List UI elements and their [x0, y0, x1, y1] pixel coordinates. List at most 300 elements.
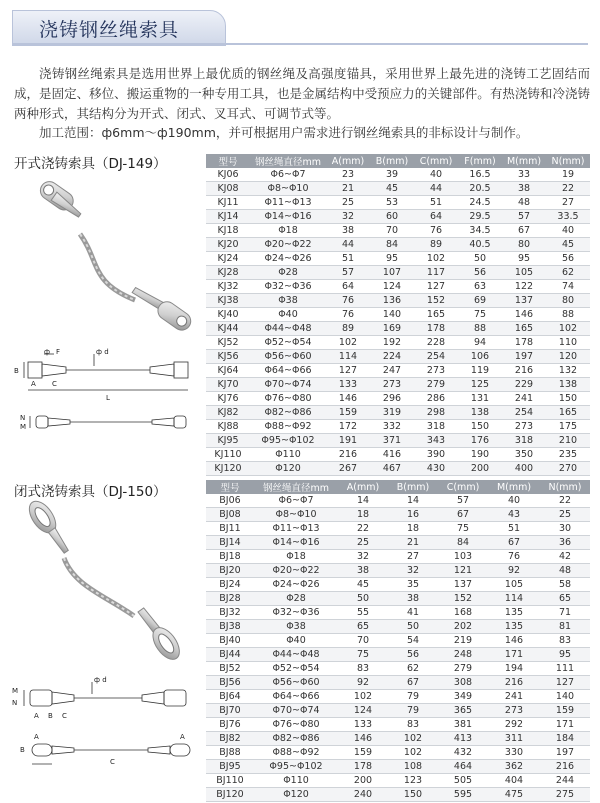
open-table-cell: Φ56~Φ60: [250, 350, 326, 364]
closed-table-row: [206, 648, 590, 662]
open-table-cell: 138: [458, 406, 502, 420]
closed-table-cell: 105: [488, 578, 540, 592]
open-table-cell: 39: [370, 168, 414, 182]
closed-table-cell: 83: [338, 662, 388, 676]
open-table-cell: 192: [370, 336, 414, 350]
closed-table-cell: 159: [540, 704, 590, 718]
closed-header-cell: 型号: [206, 480, 254, 494]
closed-table-cell: 62: [388, 662, 438, 676]
open-table-cell: KJ08: [206, 182, 250, 196]
open-table-cell: Φ11~Φ13: [250, 196, 326, 210]
open-table-cell: Φ14~Φ16: [250, 210, 326, 224]
closed-table-cell: 67: [488, 536, 540, 550]
open-table-cell: 20.5: [458, 182, 502, 196]
open-table-row: [206, 266, 590, 280]
closed-table-cell: 311: [488, 732, 540, 746]
closed-table-cell: 240: [338, 788, 388, 802]
closed-table-row: [206, 508, 590, 522]
closed-table-cell: Φ95~Φ102: [254, 760, 338, 774]
open-table-cell: 80: [546, 294, 590, 308]
open-table-row: [206, 182, 590, 196]
open-table-cell: 197: [502, 350, 546, 364]
closed-table-cell: 381: [438, 718, 488, 732]
closed-section-title: 闭式浇铸索具（DJ-150）: [14, 484, 167, 500]
closed-table-cell: 70: [338, 634, 388, 648]
open-table-cell: 21: [326, 182, 370, 196]
closed-table-cell: 56: [388, 648, 438, 662]
closed-table-cell: 75: [438, 522, 488, 536]
open-table-cell: 273: [414, 364, 458, 378]
open-table-row: [206, 168, 590, 182]
open-table-cell: 200: [458, 462, 502, 476]
open-table-cell: KJ14: [206, 210, 250, 224]
open-table-cell: 416: [370, 448, 414, 462]
closed-table-cell: BJ32: [206, 606, 254, 620]
closed-table-cell: 71: [540, 606, 590, 620]
closed-table-cell: Φ18: [254, 550, 338, 564]
open-table-row: [206, 448, 590, 462]
open-table-cell: 22: [546, 182, 590, 196]
closed-table-cell: 79: [388, 704, 438, 718]
closed-table-cell: 102: [338, 690, 388, 704]
open-table-cell: 105: [502, 266, 546, 280]
closed-table-cell: 475: [488, 788, 540, 802]
open-table-cell: 70: [370, 224, 414, 238]
closed-table-cell: 103: [438, 550, 488, 564]
open-header-cell: N(mm): [546, 154, 590, 168]
open-table-cell: 150: [546, 392, 590, 406]
open-table-cell: KJ06: [206, 168, 250, 182]
closed-table-cell: 83: [388, 718, 438, 732]
open-table-cell: 19: [546, 168, 590, 182]
open-table-cell: Φ8~Φ10: [250, 182, 326, 196]
closed-table-cell: 135: [488, 620, 540, 634]
open-table-cell: 38: [502, 182, 546, 196]
open-table-cell: 64: [414, 210, 458, 224]
closed-table-cell: 121: [438, 564, 488, 578]
open-table-cell: 69: [458, 294, 502, 308]
closed-table-cell: 25: [338, 536, 388, 550]
closed-table-cell: 36: [540, 536, 590, 550]
open-table-row: [206, 322, 590, 336]
open-table-cell: Φ28: [250, 266, 326, 280]
closed-table-row: [206, 564, 590, 578]
closed-table-cell: BJ40: [206, 634, 254, 648]
closed-table-cell: 50: [388, 620, 438, 634]
closed-table-cell: 67: [388, 676, 438, 690]
open-table-cell: 64: [326, 280, 370, 294]
open-table-cell: 40: [414, 168, 458, 182]
open-table-cell: 76: [326, 294, 370, 308]
closed-table-cell: 146: [488, 634, 540, 648]
closed-table-cell: 202: [438, 620, 488, 634]
closed-table-cell: 18: [388, 522, 438, 536]
closed-table-cell: 133: [338, 718, 388, 732]
closed-header-cell: C(mm): [438, 480, 488, 494]
open-socket-top-drawing: [20, 408, 202, 436]
open-table-cell: 84: [370, 238, 414, 252]
closed-table-row: [206, 760, 590, 774]
open-table-cell: Φ6~Φ7: [250, 168, 326, 182]
open-table-cell: 296: [370, 392, 414, 406]
closed-table-cell: 184: [540, 732, 590, 746]
intro-paragraph: 浇铸钢丝绳索具是选用世界上最优质的钢丝绳及高强度锚具，采用世界上最先进的浇铸工艺固结而成，是固定、移位、搬运重物的一种专用工具，也是金属结构中受预应力的关键部件。有热浇铸和冷浇铸两种形式，其结构分为开式、闭式、叉耳式、可调节式等。: [14, 66, 590, 121]
closed-table-cell: 595: [438, 788, 488, 802]
open-header-cell: F(mm): [458, 154, 502, 168]
closed-table-cell: 54: [388, 634, 438, 648]
closed-table-cell: 108: [388, 760, 438, 774]
closed-table-cell: 135: [488, 606, 540, 620]
open-table-cell: 175: [546, 420, 590, 434]
open-label-f: F: [56, 348, 61, 356]
open-table-cell: 133: [326, 378, 370, 392]
closed-table-cell: Φ32~Φ36: [254, 606, 338, 620]
open-section-title: 开式浇铸索具（DJ-149）: [14, 156, 167, 172]
open-table-cell: 127: [414, 280, 458, 294]
closed-header-cell: B(mm): [388, 480, 438, 494]
closed-table-row: [206, 634, 590, 648]
closed-header-cell: N(mm): [540, 480, 590, 494]
open-table-cell: 247: [370, 364, 414, 378]
open-table-cell: 235: [546, 448, 590, 462]
open-table-cell: 132: [546, 364, 590, 378]
closed-table-cell: 51: [488, 522, 540, 536]
open-table-cell: 178: [502, 336, 546, 350]
open-table-cell: 51: [414, 196, 458, 210]
closed-table-cell: 127: [540, 676, 590, 690]
open-spec-table: [206, 154, 590, 476]
closed-table-cell: 404: [488, 774, 540, 788]
open-table-cell: 63: [458, 280, 502, 294]
open-table-cell: 400: [502, 462, 546, 476]
open-table-cell: 60: [370, 210, 414, 224]
open-label-l: L: [106, 394, 110, 402]
closed-table-cell: 81: [540, 620, 590, 634]
closed-socket-top-drawing: [20, 730, 204, 770]
open-table-cell: 172: [326, 420, 370, 434]
closed-table-cell: 92: [338, 676, 388, 690]
open-table-cell: 67: [502, 224, 546, 238]
open-table-cell: KJ120: [206, 462, 250, 476]
closed-table-cell: BJ08: [206, 508, 254, 522]
open-table-row: [206, 238, 590, 252]
open-label-a: A: [31, 380, 36, 388]
closed-table-cell: 48: [540, 564, 590, 578]
open-table-cell: 224: [370, 350, 414, 364]
open-table-cell: 467: [370, 462, 414, 476]
open-socket-photo: [20, 172, 200, 342]
closed-table-cell: 146: [338, 732, 388, 746]
open-table-cell: 102: [414, 252, 458, 266]
open-table-cell: KJ56: [206, 350, 250, 364]
open-label-c: C: [52, 380, 57, 388]
open-table-cell: 273: [502, 420, 546, 434]
open-header-cell: A(mm): [326, 154, 370, 168]
closed-header-cell: M(mm): [488, 480, 540, 494]
open-table-cell: Φ76~Φ80: [250, 392, 326, 406]
closed-table-cell: Φ40: [254, 634, 338, 648]
closed-table-cell: BJ18: [206, 550, 254, 564]
open-table-cell: 229: [502, 378, 546, 392]
open-table-cell: 165: [502, 322, 546, 336]
closed-spec-table: [206, 480, 590, 802]
closed-table-cell: 362: [488, 760, 540, 774]
closed-table-cell: 42: [540, 550, 590, 564]
closed-table-cell: Φ14~Φ16: [254, 536, 338, 550]
open-table-cell: 44: [414, 182, 458, 196]
closed-table-cell: Φ44~Φ48: [254, 648, 338, 662]
open-table-row: [206, 336, 590, 350]
closed-table-cell: 273: [488, 704, 540, 718]
open-table-cell: 38: [326, 224, 370, 238]
open-table-row: [206, 420, 590, 434]
open-table-cell: 95: [502, 252, 546, 266]
closed-table-cell: Φ76~Φ80: [254, 718, 338, 732]
closed-table-cell: 22: [540, 494, 590, 508]
closed-table-cell: 241: [488, 690, 540, 704]
closed-table-cell: 216: [540, 760, 590, 774]
open-table-cell: 119: [458, 364, 502, 378]
open-table-cell: 190: [458, 448, 502, 462]
open-table-row: [206, 462, 590, 476]
open-table-cell: 107: [370, 266, 414, 280]
closed-table-cell: Φ120: [254, 788, 338, 802]
closed-table-cell: 114: [488, 592, 540, 606]
open-table-cell: 390: [414, 448, 458, 462]
closed-table-row: [206, 592, 590, 606]
closed-table-cell: 79: [388, 690, 438, 704]
open-table-cell: 318: [502, 434, 546, 448]
closed-table-cell: 65: [338, 620, 388, 634]
closed-table-cell: 219: [438, 634, 488, 648]
closed-table-row: [206, 788, 590, 802]
open-table-cell: 279: [414, 378, 458, 392]
open-table-cell: 216: [326, 448, 370, 462]
closed-table-cell: 35: [388, 578, 438, 592]
closed-table-cell: Φ82~Φ86: [254, 732, 338, 746]
closed-table-row: [206, 704, 590, 718]
open-table-cell: 44: [326, 238, 370, 252]
closed-table-cell: Φ8~Φ10: [254, 508, 338, 522]
page-header: [0, 10, 600, 46]
open-table-cell: 95: [370, 252, 414, 266]
open-table-cell: 140: [370, 308, 414, 322]
open-table-cell: 191: [326, 434, 370, 448]
open-table-cell: 178: [414, 322, 458, 336]
closed-table-cell: 40: [488, 494, 540, 508]
open-table-cell: 24.5: [458, 196, 502, 210]
open-table-cell: Φ40: [250, 308, 326, 322]
open-table-cell: 16.5: [458, 168, 502, 182]
closed-table-cell: 137: [438, 578, 488, 592]
open-label-d: ф d: [96, 348, 109, 356]
closed-label-a-right: A: [180, 733, 185, 741]
open-table-cell: 152: [414, 294, 458, 308]
open-table-cell: 332: [370, 420, 414, 434]
closed-table-cell: BJ28: [206, 592, 254, 606]
open-table-cell: 273: [370, 378, 414, 392]
closed-table-cell: 171: [488, 648, 540, 662]
open-table-cell: Φ38: [250, 294, 326, 308]
closed-table-cell: 83: [540, 634, 590, 648]
closed-table-cell: 464: [438, 760, 488, 774]
open-table-cell: 286: [414, 392, 458, 406]
open-table-cell: 146: [502, 308, 546, 322]
closed-table-cell: BJ14: [206, 536, 254, 550]
closed-table-row: [206, 494, 590, 508]
open-table-cell: KJ110: [206, 448, 250, 462]
closed-table-cell: 14: [338, 494, 388, 508]
open-header-cell: C(mm): [414, 154, 458, 168]
open-label-b: B: [14, 367, 19, 375]
open-table-cell: 117: [414, 266, 458, 280]
open-table-cell: 124: [370, 280, 414, 294]
open-table-cell: 150: [458, 420, 502, 434]
open-table-cell: KJ20: [206, 238, 250, 252]
closed-table-cell: Φ88~Φ92: [254, 746, 338, 760]
open-header-cell: M(mm): [502, 154, 546, 168]
closed-table-row: [206, 718, 590, 732]
closed-table-cell: BJ44: [206, 648, 254, 662]
open-table-cell: 228: [414, 336, 458, 350]
closed-label-c-bottom: C: [110, 758, 115, 766]
closed-table-cell: 75: [338, 648, 388, 662]
closed-header-cell: 钢丝绳直径mm: [254, 480, 338, 494]
open-table-cell: 241: [502, 392, 546, 406]
open-table-cell: 40: [546, 224, 590, 238]
closed-table-cell: 30: [540, 522, 590, 536]
closed-table-cell: 159: [338, 746, 388, 760]
open-table-row: [206, 210, 590, 224]
open-table-cell: 53: [370, 196, 414, 210]
header-divider: [12, 43, 588, 45]
open-table-row: [206, 252, 590, 266]
closed-table-cell: 194: [488, 662, 540, 676]
open-table-cell: 102: [546, 322, 590, 336]
closed-table-cell: 32: [338, 550, 388, 564]
open-table-cell: 75: [458, 308, 502, 322]
closed-table-cell: BJ70: [206, 704, 254, 718]
closed-table-cell: 365: [438, 704, 488, 718]
closed-table-cell: 124: [338, 704, 388, 718]
closed-table-cell: BJ06: [206, 494, 254, 508]
closed-table-cell: 65: [540, 592, 590, 606]
open-table-cell: 319: [370, 406, 414, 420]
closed-table-cell: 197: [540, 746, 590, 760]
open-table-cell: KJ95: [206, 434, 250, 448]
closed-table-cell: 92: [488, 564, 540, 578]
open-table-cell: 138: [546, 378, 590, 392]
open-table-cell: 50: [458, 252, 502, 266]
open-table-cell: 27: [546, 196, 590, 210]
open-table-cell: 254: [414, 350, 458, 364]
open-table-cell: 267: [326, 462, 370, 476]
closed-table-cell: 14: [388, 494, 438, 508]
open-table-cell: Φ18: [250, 224, 326, 238]
closed-table-cell: 111: [540, 662, 590, 676]
open-label-phi: ф: [44, 348, 50, 356]
closed-table-cell: 150: [388, 788, 438, 802]
open-table-row: [206, 392, 590, 406]
closed-table-cell: 200: [338, 774, 388, 788]
closed-table-cell: BJ38: [206, 620, 254, 634]
open-table-cell: 298: [414, 406, 458, 420]
open-table-cell: 169: [370, 322, 414, 336]
open-table-cell: 216: [502, 364, 546, 378]
closed-table-row: [206, 620, 590, 634]
closed-socket-photo: [16, 496, 196, 666]
closed-table-row: [206, 676, 590, 690]
closed-label-m: M: [12, 687, 19, 695]
open-table-cell: 114: [326, 350, 370, 364]
open-table-cell: KJ44: [206, 322, 250, 336]
open-table-cell: 33: [502, 168, 546, 182]
closed-table-cell: 279: [438, 662, 488, 676]
open-table-cell: 343: [414, 434, 458, 448]
open-table-cell: KJ52: [206, 336, 250, 350]
open-table-cell: KJ70: [206, 378, 250, 392]
closed-table-cell: 248: [438, 648, 488, 662]
closed-table-cell: 330: [488, 746, 540, 760]
closed-table-cell: 22: [338, 522, 388, 536]
open-table-cell: 146: [326, 392, 370, 406]
closed-table-row: [206, 522, 590, 536]
open-table-cell: 318: [414, 420, 458, 434]
open-table-cell: 127: [326, 364, 370, 378]
open-table-cell: KJ76: [206, 392, 250, 406]
closed-table-cell: BJ24: [206, 578, 254, 592]
open-table-header: [206, 154, 590, 168]
open-table-cell: KJ24: [206, 252, 250, 266]
closed-table-cell: 16: [388, 508, 438, 522]
closed-table-row: [206, 550, 590, 564]
open-table-cell: Φ44~Φ48: [250, 322, 326, 336]
closed-table-cell: 292: [488, 718, 540, 732]
closed-table-cell: 38: [388, 592, 438, 606]
open-table-cell: Φ88~Φ92: [250, 420, 326, 434]
closed-table-cell: 38: [338, 564, 388, 578]
closed-table-cell: 102: [388, 746, 438, 760]
closed-table-cell: 21: [388, 536, 438, 550]
closed-table-cell: 45: [338, 578, 388, 592]
open-table-cell: 76: [414, 224, 458, 238]
closed-label-n: N: [12, 699, 18, 707]
closed-table-cell: Φ20~Φ22: [254, 564, 338, 578]
open-table-cell: Φ120: [250, 462, 326, 476]
closed-table-row: [206, 732, 590, 746]
closed-table-cell: 95: [540, 648, 590, 662]
closed-table-cell: 55: [338, 606, 388, 620]
open-table-cell: 94: [458, 336, 502, 350]
closed-table-cell: 432: [438, 746, 488, 760]
closed-table-header: [206, 480, 590, 494]
open-table-cell: 88: [546, 308, 590, 322]
open-table-cell: 176: [458, 434, 502, 448]
closed-table-cell: 25: [540, 508, 590, 522]
open-table-cell: 430: [414, 462, 458, 476]
open-table-cell: KJ40: [206, 308, 250, 322]
closed-table-cell: 505: [438, 774, 488, 788]
open-table-cell: 62: [546, 266, 590, 280]
closed-table-cell: 84: [438, 536, 488, 550]
closed-label-d: ф d: [94, 676, 107, 684]
closed-table-cell: 102: [388, 732, 438, 746]
closed-label-b: B: [48, 712, 53, 720]
open-table-cell: 210: [546, 434, 590, 448]
open-label-n: N: [20, 414, 26, 422]
closed-table-cell: BJ64: [206, 690, 254, 704]
open-table-cell: 165: [546, 406, 590, 420]
